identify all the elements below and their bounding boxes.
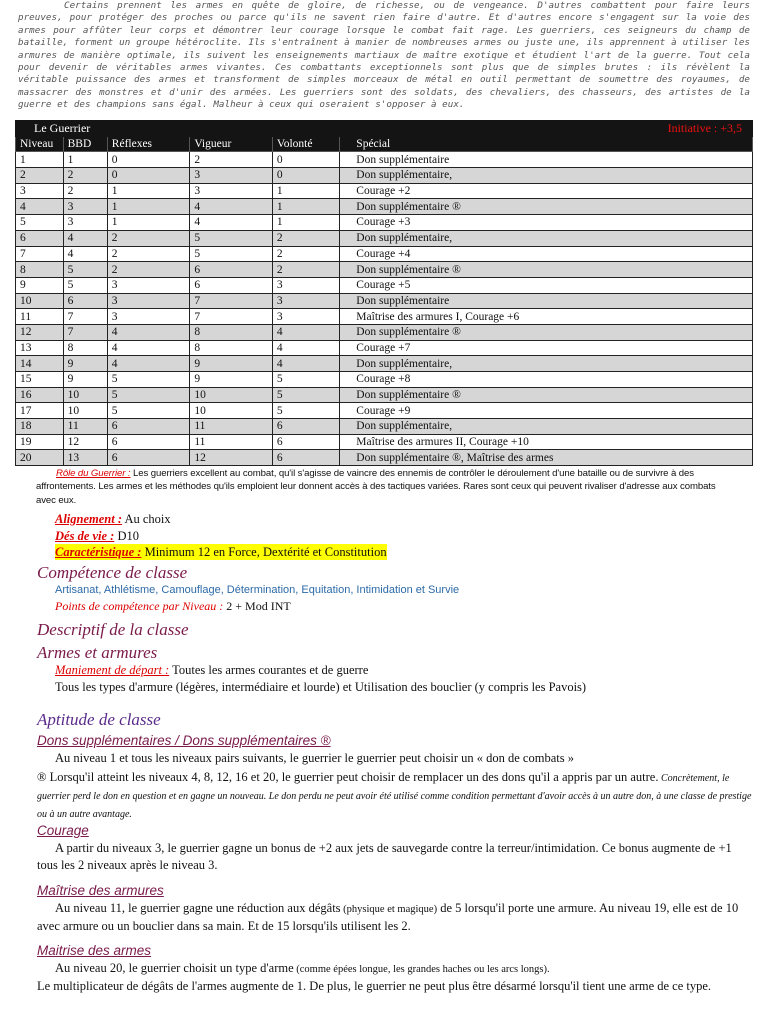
table-cell: 10 — [63, 403, 107, 419]
table-cell: 1 — [107, 199, 190, 215]
maitrise-armures-text-b: de 5 lorsqu'il porte une armure. Au niveau 19, elle est de 10 avec armure ou un bouclier dans sa main. Et de 15 lorsqu'ils utilisent les 2. — [37, 901, 739, 933]
table-row — [16, 356, 753, 372]
table-cell: Don supplémentaire ®, Maîtrise des armes — [340, 450, 753, 466]
table-cell: 6 — [63, 293, 107, 309]
table-cell: 4 — [107, 340, 190, 356]
table-cell: 9 — [190, 372, 273, 388]
dons-section — [37, 750, 753, 823]
maitrise-armures-heading: Maîtrise des armures — [37, 883, 164, 898]
competence-heading: Compétence de classe — [37, 563, 188, 582]
table-cell: 3 — [107, 309, 190, 325]
table-cell: Courage +4 — [340, 246, 753, 262]
table-cell: 2 — [107, 246, 190, 262]
table-cell: 1 — [63, 152, 107, 168]
maitrise-armes-text-b: Le multiplicateur de dégâts de l'armes augmente de 1. De plus, le guerrier ne peut plus être désarmé lorsqu'il tient une arme de ce type. — [37, 979, 712, 993]
points-value: 2 + Mod INT — [223, 599, 291, 613]
table-cell: 0 — [107, 168, 190, 184]
table-cell: 5 — [272, 403, 339, 419]
alignement — [55, 511, 171, 527]
table-row — [16, 262, 753, 278]
table-cell: 5 — [190, 230, 273, 246]
table-row — [16, 215, 753, 231]
table-cell: Courage +3 — [340, 215, 753, 231]
table-cell: Don supplémentaire, — [340, 419, 753, 435]
courage-heading: Courage — [37, 823, 89, 838]
table-cell: 6 — [107, 450, 190, 466]
table-cell: 0 — [107, 152, 190, 168]
table-row — [16, 277, 753, 293]
table-cell: 2 — [272, 262, 339, 278]
table-cell: 10 — [63, 387, 107, 403]
table-cell: 1 — [272, 199, 339, 215]
column-header: Spécial — [340, 136, 753, 152]
table-cell: 5 — [107, 372, 190, 388]
maniement-value: Toutes les armes courantes et de guerre — [169, 663, 369, 677]
table-cell: 4 — [16, 199, 64, 215]
dons-paragraph-2-text: ® Lorsqu'il atteint les niveaux 4, 8, 12, 16 et 20, le guerrier peut choisir de remplacer un des dons qu'il a appris par un autre. — [37, 770, 659, 784]
table-cell: 7 — [63, 309, 107, 325]
table-cell: 11 — [63, 419, 107, 435]
table-cell: 4 — [272, 340, 339, 356]
maitrise-armures-text-small: (physique et magique) — [340, 904, 438, 915]
table-cell: 1 — [107, 215, 190, 231]
table-cell: Don supplémentaire ® — [340, 387, 753, 403]
maitrise-armes-text-small: (comme épées longue, les grandes haches ou les arcs longs). — [293, 964, 550, 975]
table-cell: 4 — [272, 356, 339, 372]
table-cell: 13 — [16, 340, 64, 356]
table-cell: 3 — [63, 215, 107, 231]
table-cell: 3 — [272, 293, 339, 309]
table-cell: 2 — [190, 152, 273, 168]
table-cell: 14 — [16, 356, 64, 372]
column-header: BBD — [63, 136, 107, 152]
table-cell: Don supplémentaire ® — [340, 199, 753, 215]
table-cell: 20 — [16, 450, 64, 466]
table-cell: Courage +2 — [340, 183, 753, 199]
table-cell: 2 — [272, 246, 339, 262]
table-cell: 6 — [272, 419, 339, 435]
table-title: Le Guerrier — [16, 121, 273, 137]
maitrise-armures-text — [37, 900, 753, 935]
table-row — [16, 152, 753, 168]
table-cell: 4 — [107, 356, 190, 372]
table-cell: 16 — [16, 387, 64, 403]
table-cell: 3 — [190, 168, 273, 184]
table-cell: Maîtrise des armures II, Courage +10 — [340, 434, 753, 450]
table-cell: Courage +8 — [340, 372, 753, 388]
alignement-label: Alignement : — [55, 512, 123, 526]
table-cell: 7 — [63, 324, 107, 340]
dons-paragraph-1: Au niveau 1 et tous les niveaux pairs suivants, le guerrier le guerrier peut choisir un « don de combats » — [55, 751, 574, 765]
table-row — [16, 324, 753, 340]
armes-armures-heading: Armes et armures — [37, 643, 158, 662]
maitrise-armes-heading: Maitrise des armes — [37, 943, 152, 958]
table-cell: 5 — [63, 277, 107, 293]
table-cell: 12 — [16, 324, 64, 340]
table-cell: Don supplémentaire ® — [340, 324, 753, 340]
table-cell: 2 — [63, 183, 107, 199]
level-table — [15, 120, 753, 466]
table-cell: 11 — [16, 309, 64, 325]
table-cell: Courage +7 — [340, 340, 753, 356]
aptitude-heading: Aptitude de classe — [37, 710, 161, 729]
table-cell: 10 — [190, 387, 273, 403]
table-cell: 12 — [63, 434, 107, 450]
intro-paragraph — [18, 0, 750, 112]
maniement — [55, 662, 368, 678]
dons-paragraph-2 — [37, 769, 753, 823]
maitrise-armes-text — [37, 960, 753, 995]
table-cell: 6 — [190, 262, 273, 278]
table-cell: 2 — [107, 262, 190, 278]
maitrise-armures-text-a: Au niveau 11, le guerrier gagne une réduction aux dégâts — [55, 901, 341, 915]
table-row — [16, 403, 753, 419]
armures-text: Tous les types d'armure (légères, intermédiaire et lourde) et Utilisation des bouclier (y compris les Pavois) — [55, 680, 587, 694]
table-cell: 8 — [63, 340, 107, 356]
table-cell: 15 — [16, 372, 64, 388]
table-cell: Don supplémentaire, — [340, 168, 753, 184]
table-cell: 4 — [272, 324, 339, 340]
column-header: Niveau — [16, 136, 64, 152]
table-row — [16, 230, 753, 246]
table-cell: 1 — [272, 215, 339, 231]
courage-text: A partir du niveaux 3, le guerrier gagne un bonus de +2 aux jets de sauvegarde contre la terreur/intimidation. Ce bonus augmente de +1 tous les 2 niveaux après le niveau 3. — [37, 841, 732, 872]
caracteristique — [55, 544, 387, 560]
table-row — [16, 372, 753, 388]
table-cell: 4 — [63, 230, 107, 246]
table-cell: 3 — [63, 199, 107, 215]
table-cell: 17 — [16, 403, 64, 419]
table-cell: 5 — [272, 387, 339, 403]
table-row — [16, 387, 753, 403]
table-cell: 6 — [107, 419, 190, 435]
table-cell: Don supplémentaire — [340, 293, 753, 309]
column-header: Vigueur — [190, 136, 273, 152]
table-cell: 19 — [16, 434, 64, 450]
table-row — [16, 450, 753, 466]
table-cell: 8 — [190, 340, 273, 356]
table-cell: 2 — [16, 168, 64, 184]
table-cell: 0 — [272, 168, 339, 184]
table-header-row — [16, 136, 753, 152]
initiative: Initiative : +3,5 — [272, 121, 752, 137]
table-cell: 13 — [63, 450, 107, 466]
table-cell: 12 — [190, 450, 273, 466]
table-row — [16, 183, 753, 199]
role-label: Rôle du Guerrier : — [56, 468, 131, 479]
table-cell: 7 — [16, 246, 64, 262]
table-row — [16, 199, 753, 215]
caracteristique-value: Minimum 12 en Force, Dextérité et Constitution — [141, 545, 387, 559]
table-cell: 3 — [190, 183, 273, 199]
table-row — [16, 246, 753, 262]
table-cell: 11 — [190, 419, 273, 435]
table-cell: 9 — [63, 372, 107, 388]
table-row — [16, 340, 753, 356]
role-section — [36, 467, 736, 507]
table-cell: 3 — [16, 183, 64, 199]
table-cell: 5 — [190, 246, 273, 262]
table-cell: 10 — [190, 403, 273, 419]
table-cell: 3 — [272, 309, 339, 325]
descriptif-heading: Descriptif de la classe — [37, 620, 189, 639]
table-cell: 1 — [16, 152, 64, 168]
table-cell: Don supplémentaire, — [340, 230, 753, 246]
points-label: Points de compétence par Niveau : — [55, 599, 224, 613]
table-row — [16, 309, 753, 325]
maitrise-armes-text-a: Au niveau 20, le guerrier choisit un type d'arme — [55, 961, 294, 975]
table-cell: 1 — [107, 183, 190, 199]
table-cell: 4 — [63, 246, 107, 262]
column-header: Volonté — [272, 136, 339, 152]
table-cell: 5 — [107, 387, 190, 403]
maniement-label: Maniement de départ : — [55, 663, 170, 677]
table-cell: 3 — [107, 293, 190, 309]
table-cell: 2 — [272, 230, 339, 246]
role-text: Les guerriers excellent au combat, qu'il s'agisse de vaincre des ennemis de contrôler le déroulement d'une bataille ou de survivre à des affrontements. Les armes et les méthodes qu'ils emploient leur donnent accès à des tactiques variées. Rares sont ceux qui peuvent rivaliser d'adresse aux combats avec eux. — [36, 468, 716, 506]
table-cell: 10 — [16, 293, 64, 309]
table-cell: 4 — [107, 324, 190, 340]
table-cell: 6 — [107, 434, 190, 450]
dons-heading: Dons supplémentaires / Dons supplémentaires ® — [37, 733, 331, 748]
table-row — [16, 168, 753, 184]
table-cell: 6 — [272, 434, 339, 450]
table-cell: 8 — [16, 262, 64, 278]
table-cell: 2 — [107, 230, 190, 246]
table-cell: 5 — [63, 262, 107, 278]
column-header: Réflexes — [107, 136, 190, 152]
table-cell: Courage +9 — [340, 403, 753, 419]
table-row — [16, 293, 753, 309]
intro-text: Certains prennent les armes en quête de gloire, de richesse, ou de vengeance. D'autres combattent pour faire leurs preuves, pour protéger des proches ou parce qu'ils ne savent rien faire d'autre. Et d'autres encore s'engagent sur la voie des armes pour affûter leur corps et démontrer leur courage lorsque le combat fait rage. Les guerriers, ces seigneurs du champ de bataille, forment un groupe hétéroclite. Ils s'entraînent à manier de nombreuses armes ou juste une, ils apprennent à utiliser les armures de manière optimale, ils suivent les enseignements martiaux de maître exotique et étudient l'art de la guerre. Tout cela pour devenir de véritables armes vivantes. Ces combattants exceptionnels sont plus que de simples brutes : ils révèlent la véritable puissance des armes et transforment de simples morceaux de métal en outil permettant de soumettre des royaumes, de massacrer des monstres et d'unir des armées. Les guerriers sont des soldats, des chevaliers, des chasseurs, des artistes de la guerre et des champions sans égal. Malheur à ceux qui oseraient s'opposer à eux. — [18, 0, 750, 111]
points-competence — [55, 599, 291, 614]
table-cell: 3 — [107, 277, 190, 293]
table-cell: 7 — [190, 293, 273, 309]
table-cell: 6 — [16, 230, 64, 246]
table-cell: 9 — [190, 356, 273, 372]
alignement-value: Au choix — [122, 512, 171, 526]
table-cell: Don supplémentaire — [340, 152, 753, 168]
table-row — [16, 434, 753, 450]
table-cell: 8 — [190, 324, 273, 340]
table-cell: Courage +5 — [340, 277, 753, 293]
table-cell: 3 — [272, 277, 339, 293]
des-de-vie-value: D10 — [114, 529, 140, 543]
table-cell: 5 — [107, 403, 190, 419]
competence-list: Artisanat, Athlétisme, Camouflage, Détermination, Equitation, Intimidation et Survie — [55, 584, 460, 596]
table-cell: 5 — [16, 215, 64, 231]
table-row — [16, 419, 753, 435]
table-cell: Don supplémentaire, — [340, 356, 753, 372]
table-cell: 6 — [190, 277, 273, 293]
table-title-row — [16, 121, 753, 137]
table-cell: 9 — [63, 356, 107, 372]
table-cell: 4 — [190, 199, 273, 215]
table-cell: Don supplémentaire ® — [340, 262, 753, 278]
table-cell: Maîtrise des armures I, Courage +6 — [340, 309, 753, 325]
des-de-vie-label: Dés de vie : — [55, 529, 115, 543]
table-cell: 9 — [16, 277, 64, 293]
table-cell: 7 — [190, 309, 273, 325]
des-de-vie — [55, 528, 139, 544]
table-cell: 4 — [190, 215, 273, 231]
table-cell: 2 — [63, 168, 107, 184]
caracteristique-label: Caractéristique : — [55, 545, 142, 559]
dons-paragraph-2-italic: Concrètement, le guerrier perd le don en question et en gagne un nouveau. Le don perdu ne peut avoir été utilisé comme condition permettant d'avoir accès à un autre don, à une classe de prestige ou à un autre avantage. — [37, 773, 752, 820]
table-cell: 0 — [272, 152, 339, 168]
table-cell: 18 — [16, 419, 64, 435]
table-cell: 6 — [272, 450, 339, 466]
table-cell: 11 — [190, 434, 273, 450]
table-cell: 5 — [272, 372, 339, 388]
table-cell: 1 — [272, 183, 339, 199]
